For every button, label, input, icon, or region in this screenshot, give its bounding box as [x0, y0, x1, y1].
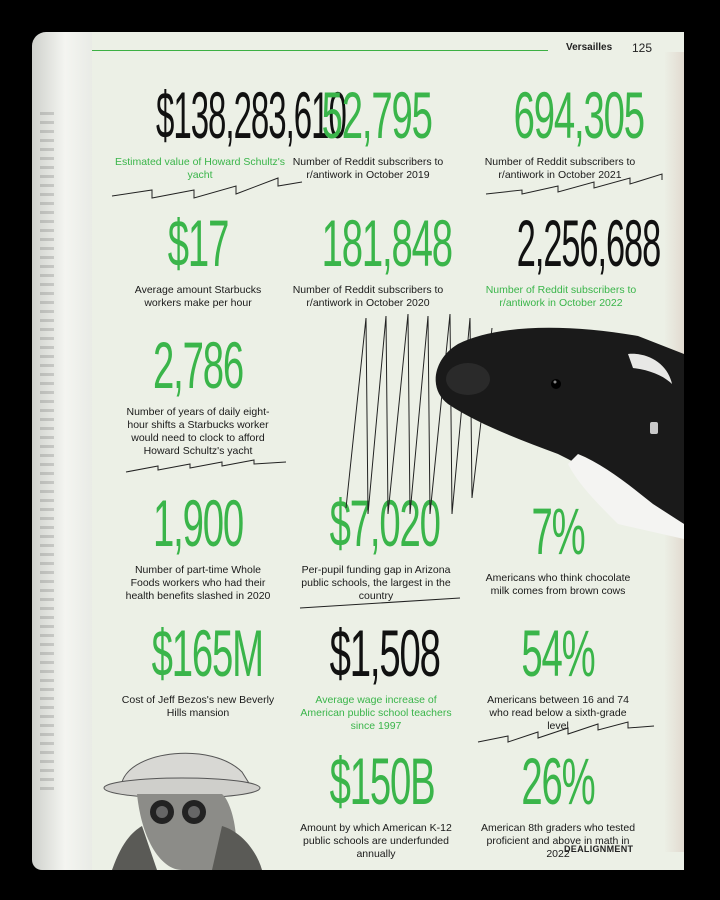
stat-caption: Cost of Jeff Bezos's new Beverly Hills mansion — [121, 694, 275, 719]
stat-starbucks-wage — [118, 206, 278, 310]
stat-value: $150B — [329, 744, 435, 818]
stat-caption: Per-pupil funding gap in Arizona public schools, the largest in the country — [301, 564, 451, 602]
page-number: 125 — [632, 41, 653, 55]
stat-whole-foods — [118, 486, 278, 603]
stat-value: $138,283,610 — [156, 78, 346, 152]
running-head: Versailles — [566, 42, 613, 53]
stat-yacht-value — [112, 78, 346, 182]
stat-caption: Average wage increase of American public school teachers since 1997 — [300, 694, 452, 732]
cow-photo — [428, 324, 684, 539]
stat-value: 181,848 — [321, 206, 452, 280]
stat-teacher-wage — [296, 616, 456, 733]
stat-value: 52,795 — [321, 78, 432, 152]
stat-value: $17 — [167, 206, 229, 280]
stat-caption: Average amount Starbucks workers make per hour — [134, 284, 262, 309]
zigzag-rule — [112, 172, 302, 202]
stat-caption: Amount by which American K-12 public schools are underfunded annually — [300, 822, 452, 860]
stat-reddit-2021 — [480, 78, 644, 182]
zigzag-rule — [478, 722, 654, 746]
stat-value: $7,020 — [329, 486, 440, 560]
zigzag-rule — [126, 458, 286, 478]
stat-caption: American 8th graders who tested proficient and above in math in 2022 — [480, 822, 636, 860]
stat-caption: Number of Reddit subscribers to r/antiwork in October 2019 — [292, 156, 444, 181]
stat-caption: Number of part-time Whole Foods workers who had their health benefits slashed in 2020 — [125, 564, 271, 602]
stat-value: 7% — [531, 494, 585, 568]
stat-caption: Estimated value of Howard Schultz's yacht — [114, 156, 286, 181]
stat-value: 694,305 — [513, 78, 644, 152]
stat-underfunded — [296, 744, 456, 861]
zigzag-rule — [486, 172, 666, 198]
header-rule — [92, 50, 548, 51]
stat-value: 2,256,688 — [516, 206, 661, 280]
stat-shift-years — [118, 328, 278, 458]
stat-value: 1,900 — [152, 486, 243, 560]
stat-reading-level — [478, 616, 638, 733]
stat-value: 26% — [521, 744, 595, 818]
stat-caption: Number of Reddit subscribers to r/antiwork in October 2022 — [485, 284, 637, 309]
stat-value: 2,786 — [152, 328, 243, 402]
stat-caption: Number of Reddit subscribers to r/antiwork in October 2021 — [484, 156, 636, 181]
stat-caption: Americans between 16 and 74 who read below a sixth-grade level — [487, 694, 629, 732]
stat-caption: Number of years of daily eight-hour shifts a Starbucks worker would need to clock to afford Howard Schultz's yacht — [126, 406, 270, 457]
stat-reddit-2019 — [288, 78, 448, 182]
section-footer: DEALIGNMENT — [564, 844, 634, 854]
zigzag-rule — [300, 596, 460, 614]
stat-value: $165M — [151, 616, 263, 690]
previous-page-edge — [32, 32, 92, 870]
stat-value: $1,508 — [329, 616, 440, 690]
stat-value: 54% — [521, 616, 595, 690]
stat-reddit-2020 — [288, 206, 452, 310]
stat-bezos-mansion — [118, 616, 278, 720]
stat-caption: Number of Reddit subscribers to r/antiwork in October 2020 — [292, 284, 444, 309]
man-binoculars-photo — [102, 742, 272, 870]
stat-caption: Americans who think chocolate milk comes from brown cows — [485, 572, 631, 597]
magazine-page — [92, 32, 684, 870]
stat-reddit-2022 — [476, 206, 661, 310]
